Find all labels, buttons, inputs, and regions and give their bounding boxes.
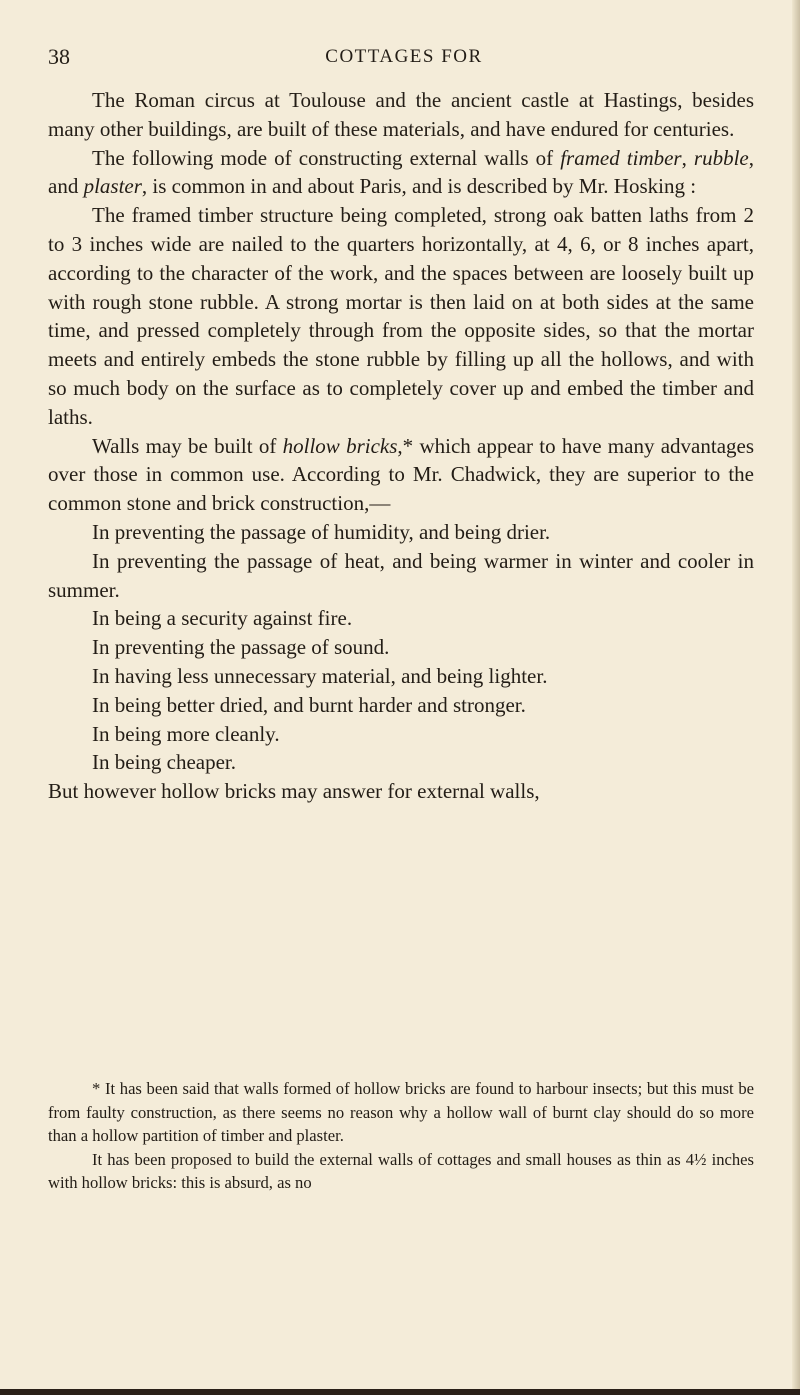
- text-run: , is common in and about Paris, and is described by Mr. Hosking :: [141, 174, 697, 199]
- running-title: COTTAGES FOR: [325, 46, 483, 67]
- list-item: In being a security against fire.: [92, 606, 353, 631]
- list-item: In preventing the passage of humidity, and being drier.: [92, 519, 551, 544]
- paragraph: [48, 432, 754, 518]
- text-run: , and: [48, 145, 754, 199]
- text-run: The following mode of constructing external walls of: [92, 145, 561, 170]
- italic-term: plaster: [83, 174, 142, 199]
- body-text: [48, 86, 754, 806]
- bottom-edge: [0, 1389, 800, 1395]
- list-item: In preventing the passage of heat, and being warmer in winter and cooler in summer.: [48, 548, 754, 602]
- paragraph: But however hollow bricks may answer for external walls,: [48, 779, 540, 804]
- page-edge-shadow: [792, 0, 800, 1395]
- italic-term: framed timber: [560, 145, 682, 170]
- list-item: In preventing the passage of sound.: [92, 635, 390, 660]
- footnote: * It has been said that walls formed of hollow bricks are found to harbour insects; but this must be from faulty construction, as there seems no reason why a hollow wall of burnt clay should do so more than a hollow partition of timber and plaster.: [48, 1079, 754, 1145]
- page-number: 38: [48, 44, 70, 69]
- list-item: In being cheaper.: [92, 750, 237, 775]
- page-header: [48, 44, 760, 74]
- text-run: ,* which appear to have many advantages over those in common use. According to Mr. Chadwick, they are superior to the common stone and brick construction,—: [48, 433, 755, 516]
- paragraph: [48, 144, 754, 202]
- footnote: It has been proposed to build the external walls of cottages and small houses as thin as 4½ inches with hollow bricks: this is absurd, as no: [48, 1149, 754, 1192]
- list-item: In being better dried, and burnt harder and stronger.: [92, 692, 526, 717]
- list-item: In being more cleanly.: [92, 721, 280, 746]
- paragraph: The Roman circus at Toulouse and the ancient castle at Hastings, besides many other buildings, are built of these materials, and have endured for centuries.: [48, 88, 754, 141]
- text-run: Walls may be built of: [92, 433, 283, 458]
- italic-term: rubble: [693, 145, 749, 170]
- footnotes: [48, 1077, 754, 1195]
- italic-term: hollow bricks: [282, 433, 398, 458]
- text-run: ,: [681, 145, 694, 170]
- list-item: In having less unnecessary material, and being lighter.: [92, 663, 548, 688]
- paragraph: The framed timber structure being completed, strong oak batten laths from 2 to 3 inches wide are nailed to the quarters horizontally, at 4, 6, or 8 inches apart, according to the character of the work, and the spaces between are loosely built up with rough stone rubble. A strong mortar is then laid on at both sides at the same time, and pressed completely through from the opposite sides, so that the mortar meets and entirely embeds the stone rubble by filling up all the hollows, and with so much body on the surface as to completely cover up and embed the timber and laths.: [48, 203, 754, 429]
